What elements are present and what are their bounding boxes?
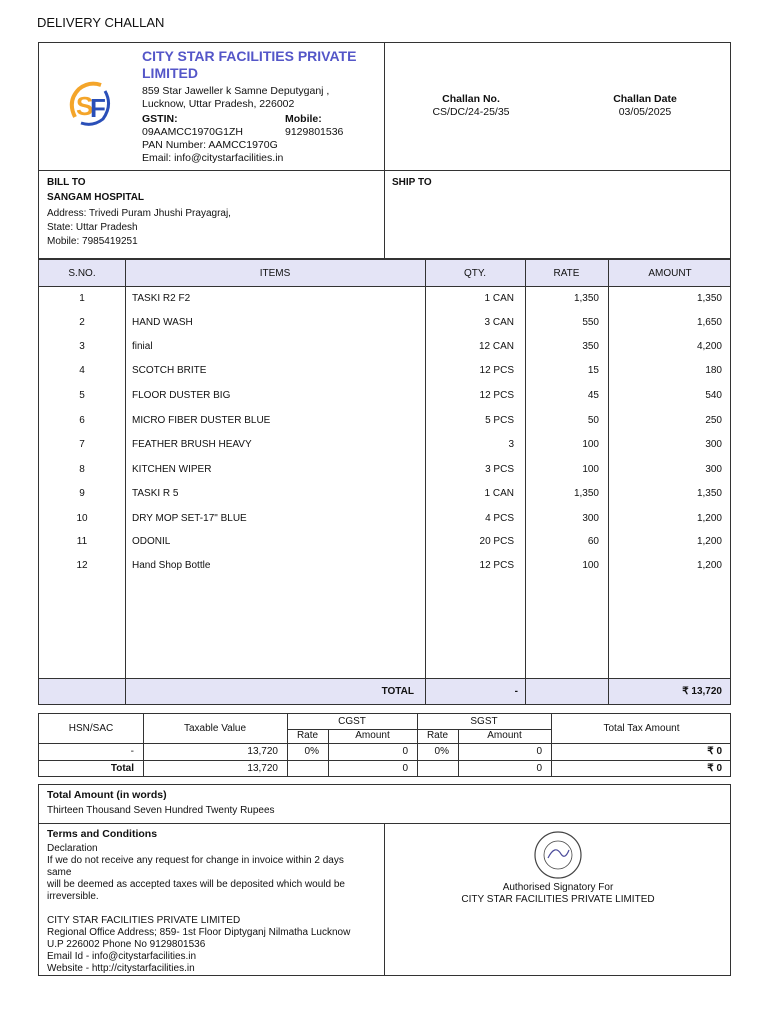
row-qty: 5 PCS [485,415,514,426]
row-sno: 1 [79,293,85,304]
row-item: finial [132,341,153,352]
row-amount: 180 [705,365,722,376]
row-amount: 1,200 [696,560,722,571]
row-item: ODONIL [132,536,171,547]
row-rate: 100 [582,560,599,571]
terms-title: Terms and Conditions [47,828,158,840]
bill-to-state: State: Uttar Pradesh [47,222,138,233]
company-logo-icon [65,77,115,131]
tax-table [38,713,731,777]
hsn-label: HSN/SAC [68,723,114,734]
row-qty: 4 PCS [485,513,514,524]
bill-ship-section [38,170,731,259]
sgst-rate-label: Rate [426,730,449,741]
terms-line: irreversible. [47,891,99,902]
pan-number: PAN Number: AAMCC1970G [142,139,278,151]
sgst-label: SGST [470,716,498,727]
header-amount: AMOUNT [648,268,692,279]
tax-row-taxable: 13,720 [247,746,278,757]
header-items: ITEMS [259,268,291,279]
row-amount: 4,200 [696,341,722,352]
office-line: Regional Office Address; 859- 1st Floor Diptyganj Nilmatha Lucknow [47,927,351,938]
row-sno: 9 [79,488,85,499]
row-amount: 300 [705,464,722,475]
tax-total-total: ₹ 0 [707,763,722,774]
tax-total-cgst-amount: 0 [402,763,408,774]
taxable-label: Taxable Value [183,723,247,734]
row-sno: 2 [79,317,85,328]
signatory-line-2: CITY STAR FACILITIES PRIVATE LIMITED [461,894,655,905]
row-sno: 8 [79,464,85,475]
row-amount: 1,650 [696,317,722,328]
row-rate: 100 [582,464,599,475]
row-rate: 100 [582,439,599,450]
cgst-label: CGST [338,716,366,727]
row-amount: 1,200 [696,513,722,524]
row-item: SCOTCH BRITE [132,365,207,376]
row-sno: 6 [79,415,85,426]
office-details [47,915,382,975]
challan-date: 03/05/2025 [618,106,672,118]
terms-body [47,843,377,903]
row-qty: 1 CAN [484,293,514,304]
row-amount: 1,350 [696,488,722,499]
row-item: HAND WASH [132,317,193,328]
challan-no-label: Challan No. [442,93,500,105]
terms-section [38,823,731,976]
row-item: TASKI R2 F2 [132,293,191,304]
header-qty: QTY. [463,268,487,279]
document-title: DELIVERY CHALLAN [37,15,165,30]
items-table [38,259,731,705]
total-tax-label: Total Tax Amount [603,723,680,734]
row-amount: 300 [705,439,722,450]
office-line: CITY STAR FACILITIES PRIVATE LIMITED [47,915,241,926]
row-sno: 11 [76,536,88,547]
tax-total-label: Total [110,763,134,774]
row-rate: 50 [587,415,599,426]
logo-letter-f: F [90,93,106,123]
office-line: U.P 226002 Phone No 9129801536 [47,939,206,950]
terms-line: will be deemed as accepted taxes will be deposited which would be [47,879,345,890]
row-qty: 3 PCS [485,464,514,475]
row-item: DRY MOP SET-17" BLUE [132,513,247,524]
bill-to-name: SANGAM HOSPITAL [47,192,145,203]
row-qty: 20 PCS [479,536,514,547]
terms-line: If we do not receive any request for change in invoice within 2 days [47,855,344,866]
tax-total-taxable: 13,720 [247,763,278,774]
tax-row-cgst-amount: 0 [402,746,408,757]
office-line: Website - http://citystarfacilities.in [47,963,195,974]
mobile-value: 9129801536 [285,126,344,138]
amount-in-words [38,784,731,824]
terms-line: same [47,867,72,878]
row-sno: 4 [79,365,85,376]
cgst-amount-label: Amount [355,730,390,741]
row-qty: 12 CAN [478,341,514,352]
row-rate: 550 [582,317,599,328]
ship-to-label: SHIP TO [392,177,432,188]
total-amount: ₹ 13,720 [682,686,722,697]
row-sno: 12 [76,560,88,571]
cgst-rate-label: Rate [296,730,319,741]
terms-line: Declaration [47,843,98,854]
row-item: FEATHER BRUSH HEAVY [132,439,252,450]
row-qty: 12 PCS [479,390,514,401]
row-qty: 12 PCS [479,560,514,571]
company-email: Email: info@citystarfacilities.in [142,152,284,164]
bill-to-address: Address: Trivedi Puram Jhushi Prayagraj, [47,208,231,219]
signatory-line-1: Authorised Signatory For [502,882,614,893]
gstin-label: GSTIN: [142,113,178,125]
bill-to-mobile: Mobile: 7985419251 [47,236,138,247]
company-header [38,42,731,171]
amount-words-label: Total Amount (in words) [47,789,167,801]
office-line: Email Id - info@citystarfacilities.in [47,951,197,962]
tax-row-hsn: - [130,746,134,757]
row-item: TASKI R 5 [132,488,179,499]
sgst-amount-label: Amount [487,730,522,741]
tax-row-cgst-rate: 0% [304,746,319,757]
row-qty: 12 PCS [479,365,514,376]
company-address-1: 859 Star Jaweller k Samne Deputyganj , [142,85,330,97]
row-item: FLOOR DUSTER BIG [132,390,231,401]
header-sno: S.NO. [68,268,96,279]
row-sno: 7 [79,439,85,450]
row-sno: 10 [76,513,88,524]
row-qty: 3 [508,439,514,450]
row-item: MICRO FIBER DUSTER BLUE [132,415,271,426]
amount-words-value: Thirteen Thousand Seven Hundred Twenty Rupees [47,805,275,816]
header-rate: RATE [553,268,580,279]
row-item: KITCHEN WIPER [132,464,212,475]
row-sno: 3 [79,341,85,352]
mobile-label: Mobile: [285,113,322,125]
row-rate: 300 [582,513,599,524]
bill-to-label: BILL TO [47,177,86,188]
challan-no: CS/DC/24-25/35 [432,106,510,118]
tax-row-sgst-amount: 0 [536,746,542,757]
tax-total-sgst-amount: 0 [536,763,542,774]
company-address-2: Lucknow, Uttar Pradesh, 226002 [142,98,295,110]
row-amount: 540 [705,390,722,401]
total-label: TOTAL [381,686,414,697]
row-qty: 3 CAN [484,317,514,328]
row-rate: 350 [582,341,599,352]
company-seal-icon [533,830,583,880]
row-rate: 1,350 [573,488,599,499]
row-rate: 15 [587,365,599,376]
logo-letter-s: S [76,91,94,121]
row-amount: 250 [705,415,722,426]
row-item: Hand Shop Bottle [132,560,211,571]
tax-row-sgst-rate: 0% [434,746,449,757]
row-amount: 1,350 [696,293,722,304]
row-rate: 1,350 [573,293,599,304]
row-qty: 1 CAN [484,488,514,499]
row-rate: 60 [587,536,599,547]
row-sno: 5 [79,390,85,401]
company-name: CITY STAR FACILITIES PRIVATE LIMITED [142,48,357,81]
tax-row-total: ₹ 0 [707,746,722,757]
challan-date-label: Challan Date [613,93,677,105]
gstin-value: 09AAMCC1970G1ZH [142,126,243,138]
row-amount: 1,200 [696,536,722,547]
total-qty: - [514,686,518,697]
row-rate: 45 [587,390,599,401]
